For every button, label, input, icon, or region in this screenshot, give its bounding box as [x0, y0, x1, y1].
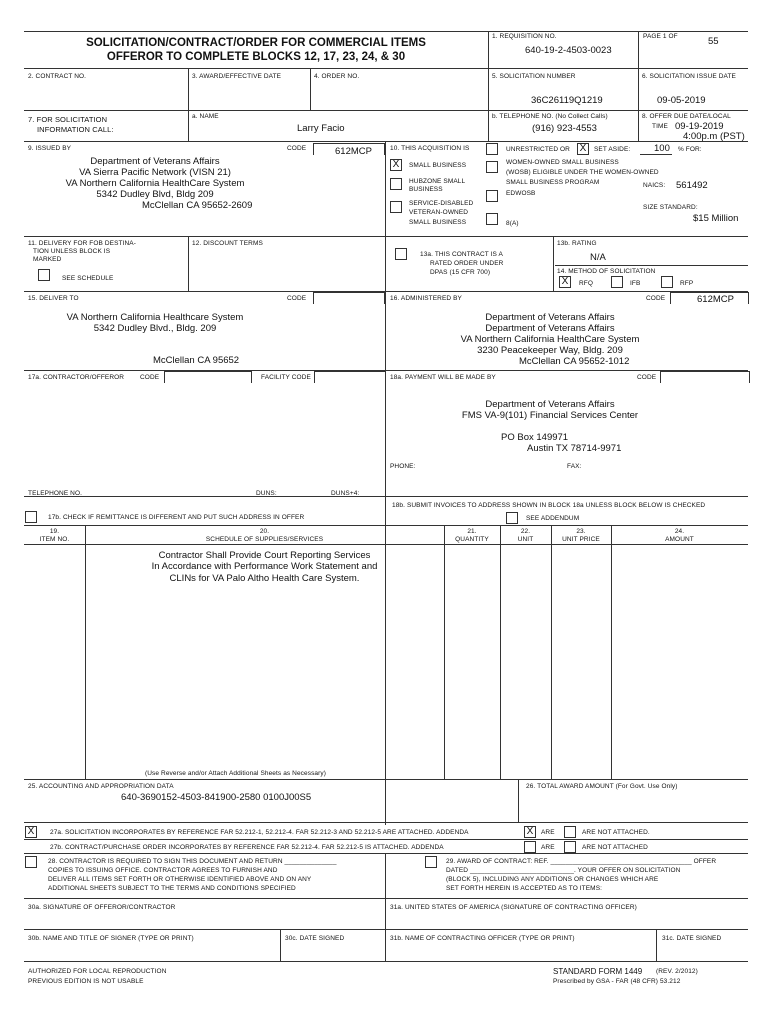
- size-standard-label: SIZE STANDARD:: [643, 204, 698, 211]
- offeror-date-label: 30c. DATE SIGNED: [285, 935, 345, 942]
- ifb-label: IFB: [630, 280, 641, 287]
- admin-code-label: CODE: [646, 295, 666, 302]
- duns4-label: DUNS+4:: [331, 490, 360, 497]
- wosb-label: WOMEN-OWNED SMALL BUSINESS: [506, 159, 619, 166]
- signer-name-label: 30b. NAME AND TITLE OF SIGNER (TYPE OR PRINT): [28, 935, 194, 942]
- setaside-checkbox[interactable]: X: [577, 143, 589, 155]
- are-attached-checkbox[interactable]: X: [524, 826, 536, 838]
- accounting-label: 25. ACCOUNTING AND APPROPRIATION DATA: [28, 783, 174, 790]
- issued-code-value: 612MCP: [335, 146, 372, 157]
- edwosb-label: EDWOSB: [506, 190, 536, 197]
- clause-28-line-1: 28. CONTRACTOR IS REQUIRED TO SIGN THIS DOCUMENT AND RETURN ______________: [48, 858, 337, 865]
- clause-29-line-4: SET FORTH HEREIN IS ACCEPTED AS TO ITEMS:: [446, 885, 603, 892]
- rating-label: 13b. RATING: [557, 240, 597, 247]
- col-amount-label: AMOUNT: [665, 536, 694, 543]
- hubzone-label: HUBZONE SMALL: [409, 178, 466, 185]
- offer-due-date: 09-19-2019: [675, 121, 724, 132]
- facility-code-field[interactable]: [314, 371, 386, 383]
- remittance-checkbox[interactable]: [25, 511, 37, 523]
- remittance-label: 17b. CHECK IF REMITTANCE IS DIFFERENT AND PUT SUCH ADDRESS IN OFFER: [48, 514, 305, 521]
- are-attached-2-checkbox[interactable]: [524, 841, 536, 853]
- col-amount: 24.: [674, 528, 685, 535]
- payment-code-field[interactable]: [660, 371, 750, 383]
- col-item-no-label: ITEM NO.: [39, 536, 70, 543]
- see-schedule-label: SEE SCHEDULE: [62, 275, 114, 282]
- wosb-label-3: SMALL BUSINESS PROGRAM: [506, 179, 600, 186]
- footer-previous-edition: PREVIOUS EDITION IS NOT USABLE: [28, 978, 144, 985]
- naics-value: 561492: [676, 180, 708, 191]
- form-subtitle: OFFEROR TO COMPLETE BLOCKS 12, 17, 23, 24, & 30: [106, 51, 406, 63]
- reverse-note: (Use Reverse and/or Attach Additional Sheets as Necessary): [145, 770, 327, 777]
- sdvosb-label: SERVICE-DISABLED: [409, 200, 474, 207]
- total-award-label: 26. TOTAL AWARD AMOUNT (For Govt. Use Only): [526, 783, 678, 790]
- form-prescribed: Prescribed by GSA - FAR (48 CFR) 53.212: [553, 978, 681, 985]
- naics-label: NAICS:: [643, 182, 666, 189]
- footer-reproduction: AUTHORIZED FOR LOCAL REPRODUCTION: [28, 968, 167, 975]
- clause-27a: 27a. SOLICITATION INCORPORATES BY REFERENCE FAR 52.212-1, 52.212-4. FAR 52.212-3 AND 52.212-5 ARE ATTACHED. ADDENDA: [50, 829, 469, 836]
- clause-27b: 27b. CONTRACT/PURCHASE ORDER INCORPORATES BY REFERENCE FAR 52.212-4. FAR 52.212-5 IS ATTACHED. ADDENDA: [50, 844, 444, 851]
- offer-due-time: 4:00p.m (PST): [683, 131, 745, 142]
- officer-signature-label: 31a. UNITED STATES OF AMERICA (SIGNATURE OF CONTRACTING OFFICER): [390, 904, 637, 911]
- schedule-desc-2: In Accordance with Performance Work Statement and: [151, 561, 378, 572]
- clause-27a-checkbox[interactable]: X: [25, 826, 37, 838]
- clause-28-line-4: ADDITIONAL SHEETS SUBJECT TO THE TERMS AND CONDITIONS SPECIFIED: [48, 885, 296, 892]
- payment-line-2: FMS VA-9(101) Financial Services Center: [461, 410, 639, 421]
- are-not-attached-2-checkbox[interactable]: [564, 841, 576, 853]
- setaside-label: SET ASIDE:: [594, 146, 631, 153]
- fax-label: FAX:: [567, 463, 582, 470]
- deliver-to-code-field[interactable]: [313, 292, 385, 304]
- clause-28-line-3: DELIVER ALL ITEMS SET FORTH OR OTHERWISE IDENTIFIED ABOVE AND ON ANY: [48, 876, 312, 883]
- accounting-value: 640-3690152-4503-841900-2580 0100J00S5: [121, 792, 312, 803]
- solicitation-number-label: 5. SOLICITATION NUMBER: [492, 73, 576, 80]
- solicitation-number: 36C26119Q1219: [531, 95, 603, 106]
- edwosb-checkbox[interactable]: [486, 190, 498, 202]
- rated-order-label: 13a. THIS CONTRACT IS A: [420, 251, 503, 258]
- admin-line-4: 3230 Peacekeeper Way, Bldg. 209: [477, 345, 623, 356]
- are-not-attached-checkbox[interactable]: [564, 826, 576, 838]
- issued-line-1: Department of Veterans Affairs: [90, 156, 220, 167]
- issue-date: 09-05-2019: [657, 95, 706, 106]
- discount-terms-label: 12. DISCOUNT TERMS: [192, 240, 263, 247]
- administered-by-label: 16. ADMINISTERED BY: [390, 295, 462, 302]
- award-date-label: 3. AWARD/EFFECTIVE DATE: [192, 73, 282, 80]
- eight-a-checkbox[interactable]: [486, 213, 498, 225]
- rated-order-label-2: RATED ORDER UNDER: [430, 260, 504, 267]
- sdvosb-checkbox[interactable]: [390, 201, 402, 213]
- contract-no-label: 2. CONTRACT NO.: [28, 73, 87, 80]
- sdvosb-label-3: SMALL BUSINESS: [409, 219, 467, 226]
- info-call-label: 7. FOR SOLICITATION: [28, 115, 108, 124]
- clause-28-line-2: COPIES TO ISSUING OFFICE. CONTRACTOR AGREES TO FURNISH AND: [48, 867, 278, 874]
- payment-line-4: Austin TX 78714-9971: [527, 443, 622, 454]
- clause-29-line-2: DATED ____________________________. YOUR OFFER ON SOLICITATION: [446, 867, 681, 874]
- rated-order-checkbox[interactable]: [395, 248, 407, 260]
- rfp-label: RFP: [680, 280, 694, 287]
- payment-code-label: CODE: [637, 374, 657, 381]
- duns-label: DUNS:: [256, 490, 277, 497]
- eight-a-label: 8(A): [506, 220, 519, 227]
- name-label: a. NAME: [192, 113, 219, 120]
- offer-due-label: 8. OFFER DUE DATE/LOCAL: [642, 113, 731, 120]
- are-label-2: ARE: [541, 844, 555, 851]
- wosb-checkbox[interactable]: [486, 161, 498, 173]
- ifb-checkbox[interactable]: [611, 276, 623, 288]
- col-schedule-label: SCHEDULE OF SUPPLIES/SERVICES: [205, 536, 324, 543]
- order-no-label: 4. ORDER NO.: [314, 73, 360, 80]
- clause-29-line-3: (BLOCK 5), INCLUDING ANY ADDITIONS OR CHANGES WHICH ARE: [446, 876, 659, 883]
- contractor-code-label: CODE: [140, 374, 160, 381]
- col-quantity-label: QUANTITY: [455, 536, 489, 543]
- officer-name-label: 31b. NAME OF CONTRACTING OFFICER (TYPE OR PRINT): [390, 935, 575, 942]
- issued-line-5: McClellan CA 95652-2609: [142, 200, 253, 211]
- col-unit-price: 23.: [576, 528, 586, 535]
- hubzone-checkbox[interactable]: [390, 178, 402, 190]
- are-not-label: ARE NOT ATTACHED.: [582, 829, 650, 836]
- schedule-desc-3: CLINs for VA Palo Altho Health Care System.: [169, 573, 360, 584]
- telephone-value: (916) 923-4553: [532, 123, 597, 134]
- col-unit-label: UNIT: [517, 536, 534, 543]
- unrestricted-label: UNRESTRICTED OR: [506, 146, 570, 153]
- clause-29-line-1: 29. AWARD OF CONTRACT: REF. ______________________________________ OFFER: [446, 858, 717, 865]
- schedule-desc-1: Contractor Shall Provide Court Reporting Services: [158, 550, 371, 561]
- admin-line-3: VA Northern California HealthCare System: [460, 334, 640, 345]
- page-label: PAGE 1 OF: [643, 33, 678, 40]
- col-unit-price-label: UNIT PRICE: [562, 536, 600, 543]
- small-business-label: SMALL BUSINESS: [409, 162, 467, 169]
- delivery-label-3: MARKED: [33, 256, 62, 263]
- info-call-label-2: INFORMATION CALL:: [37, 125, 114, 134]
- contact-name: Larry Facio: [297, 123, 345, 134]
- form-number: STANDARD FORM 1449: [553, 967, 643, 976]
- col-quantity: 21.: [467, 528, 477, 535]
- size-standard-value: $15 Million: [693, 213, 739, 224]
- setaside-percent: 100: [654, 143, 670, 154]
- payment-line-1: Department of Veterans Affairs: [485, 399, 615, 410]
- form-revision: (REV. 2/2012): [656, 968, 698, 975]
- offeror-signature-label: 30a. SIGNATURE OF OFFEROR/CONTRACTOR: [28, 904, 176, 911]
- rfq-checkbox[interactable]: X: [559, 276, 571, 288]
- admin-code-value: 612MCP: [697, 294, 734, 305]
- addendum-checkbox[interactable]: [506, 512, 518, 524]
- issued-line-3: VA Northern California HealthCare System: [65, 178, 245, 189]
- deliver-to-line-2: 5342 Dudley Blvd., Bldg. 209: [93, 323, 217, 334]
- contractor-label: 17a. CONTRACTOR/OFFEROR: [28, 374, 125, 381]
- wosb-label-2: (WOSB) ELIGIBLE UNDER THE WOMEN-OWNED: [506, 169, 659, 176]
- col-unit: 22.: [520, 528, 531, 535]
- delivery-label: 11. DELIVERY FOR FOB DESTINA-: [28, 240, 137, 247]
- phone-label: PHONE:: [390, 463, 416, 470]
- telephone-no-label: TELEPHONE NO.: [28, 490, 83, 497]
- issued-code-label: CODE: [287, 145, 307, 152]
- deliver-to-line-1: VA Northern California Healthcare System: [66, 312, 244, 323]
- payment-label: 18a. PAYMENT WILL BE MADE BY: [390, 374, 496, 381]
- small-business-checkbox[interactable]: X: [390, 159, 402, 171]
- are-not-label-2: ARE NOT ATTACHED: [582, 844, 648, 851]
- delivery-label-2: TION UNLESS BLOCK IS: [33, 248, 111, 255]
- issued-line-4: 5342 Dudley Blvd, Bldg 209: [96, 189, 214, 200]
- hubzone-label-2: BUSINESS: [409, 186, 443, 193]
- are-label: ARE: [541, 829, 555, 836]
- invoice-label: 18b. SUBMIT INVOICES TO ADDRESS SHOWN IN BLOCK 18a UNLESS BLOCK BELOW IS CHECKED: [392, 502, 706, 509]
- sdvosb-label-2: VETERAN-OWNED: [409, 209, 469, 216]
- issue-date-label: 6. SOLICITATION ISSUE DATE: [642, 73, 736, 80]
- facility-code-label: FACILITY CODE: [261, 374, 311, 381]
- see-schedule-checkbox[interactable]: [38, 269, 50, 281]
- admin-line-1: Department of Veterans Affairs: [485, 312, 615, 323]
- deliver-to-line-3: McClellan CA 95652: [153, 355, 240, 366]
- rating-value: N/A: [590, 252, 606, 263]
- clause-29-checkbox[interactable]: [425, 856, 437, 868]
- deliver-to-label: 15. DELIVER TO: [28, 295, 79, 302]
- addendum-label: SEE ADDENDUM: [526, 515, 580, 522]
- issued-by-label: 9. ISSUED BY: [28, 145, 72, 152]
- rfq-label: RFQ: [579, 280, 594, 287]
- contractor-code-field[interactable]: [164, 371, 252, 383]
- offer-due-time-label: TIME: [652, 123, 668, 130]
- page-total: 55: [708, 36, 719, 47]
- col-item-no: 19.: [49, 528, 60, 535]
- acquisition-label: 10. THIS ACQUISITION IS: [390, 145, 470, 152]
- method-label: 14. METHOD OF SOLICITATION: [557, 268, 656, 275]
- col-schedule: 20.: [259, 528, 270, 535]
- admin-line-5: McClellan CA 95652-1012: [519, 356, 630, 367]
- rfp-checkbox[interactable]: [661, 276, 673, 288]
- requisition-label: 1. REQUISITION NO.: [492, 33, 557, 40]
- telephone-label: b. TELEPHONE NO. (No Collect Calls): [492, 113, 608, 120]
- form-title: SOLICITATION/CONTRACT/ORDER FOR COMMERCIAL ITEMS: [86, 37, 426, 49]
- deliver-to-code-label: CODE: [287, 295, 307, 302]
- payment-line-3: PO Box 149971: [501, 432, 569, 443]
- issued-line-2: VA Sierra Pacific Network (VISN 21): [79, 167, 231, 178]
- rated-order-label-3: DPAS (15 CFR 700): [430, 269, 491, 276]
- admin-line-2: Department of Veterans Affairs: [485, 323, 615, 334]
- clause-28-checkbox[interactable]: [25, 856, 37, 868]
- requisition-value: 640-19-2-4503-0023: [525, 45, 612, 56]
- unrestricted-checkbox[interactable]: [486, 143, 498, 155]
- officer-date-label: 31c. DATE SIGNED: [662, 935, 722, 942]
- percent-for-label: % FOR:: [678, 146, 702, 153]
